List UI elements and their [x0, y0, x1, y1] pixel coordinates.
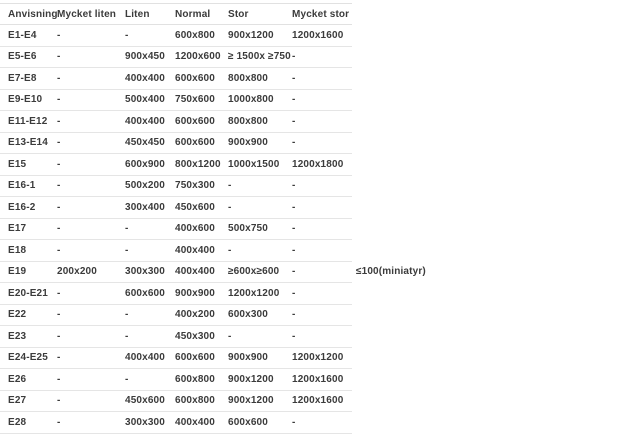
size-cell: - [57, 369, 125, 391]
sign-size-table [0, 3, 640, 434]
size-cell: 900x900 [228, 132, 292, 154]
size-cell: - [57, 218, 125, 240]
size-cell: ≥ 1500x ≥750 [228, 46, 292, 68]
size-cell: - [57, 111, 125, 133]
size-cell [352, 326, 640, 348]
size-cell: - [125, 240, 175, 262]
size-cell: 800x800 [228, 68, 292, 90]
size-cell: - [292, 412, 352, 434]
size-cell: - [292, 68, 352, 90]
size-cell: - [125, 25, 175, 47]
table-row [0, 132, 640, 154]
table-row [0, 218, 640, 240]
size-cell: 1200x1600 [292, 25, 352, 47]
size-cell [352, 132, 640, 154]
size-cell: - [57, 175, 125, 197]
size-cell: 900x900 [228, 347, 292, 369]
size-cell: 1000x1500 [228, 154, 292, 176]
size-cell: - [57, 412, 125, 434]
size-cell [352, 111, 640, 133]
size-cell [352, 197, 640, 219]
size-cell: 800x1200 [175, 154, 228, 176]
size-cell: - [292, 175, 352, 197]
table-row [0, 390, 640, 412]
size-cell [352, 68, 640, 90]
row-label: E24-E25 [0, 347, 57, 369]
size-cell: 600x600 [175, 111, 228, 133]
size-cell: 750x600 [175, 89, 228, 111]
size-cell: 450x450 [125, 132, 175, 154]
table-body [0, 25, 640, 434]
row-label: E13-E14 [0, 132, 57, 154]
size-cell [352, 369, 640, 391]
size-cell: 400x400 [175, 261, 228, 283]
size-cell: - [292, 111, 352, 133]
size-cell: 400x400 [175, 412, 228, 434]
size-cell: 300x400 [125, 197, 175, 219]
column-header-anvisning: Anvisning [0, 4, 57, 25]
row-label: E1-E4 [0, 25, 57, 47]
size-cell: 900x900 [175, 283, 228, 305]
size-cell: ≥600x≥600 [228, 261, 292, 283]
size-cell [352, 46, 640, 68]
size-cell: - [292, 218, 352, 240]
size-cell: 900x1200 [228, 369, 292, 391]
size-cell: - [228, 240, 292, 262]
size-cell: - [228, 326, 292, 348]
size-cell: - [292, 326, 352, 348]
row-label: E18 [0, 240, 57, 262]
size-cell: 600x800 [175, 390, 228, 412]
size-cell: 900x1200 [228, 25, 292, 47]
size-cell: 1200x1800 [292, 154, 352, 176]
row-label: E26 [0, 369, 57, 391]
size-cell: - [292, 132, 352, 154]
size-cell [352, 412, 640, 434]
size-cell: - [292, 261, 352, 283]
column-header-mycket-liten: Mycket liten [57, 4, 125, 25]
size-cell: - [57, 89, 125, 111]
table-row [0, 175, 640, 197]
size-cell: - [57, 390, 125, 412]
size-cell: - [125, 218, 175, 240]
size-cell: 500x750 [228, 218, 292, 240]
header-row [0, 4, 640, 25]
size-cell: 1200x1200 [228, 283, 292, 305]
size-cell: 900x1200 [228, 390, 292, 412]
row-label: E7-E8 [0, 68, 57, 90]
size-cell [352, 25, 640, 47]
size-cell: 800x800 [228, 111, 292, 133]
size-cell: - [57, 283, 125, 305]
size-cell: 450x600 [125, 390, 175, 412]
size-cell: - [57, 197, 125, 219]
size-cell [352, 175, 640, 197]
row-label: E16-1 [0, 175, 57, 197]
table-row [0, 197, 640, 219]
size-cell: - [292, 283, 352, 305]
size-cell: 600x800 [175, 369, 228, 391]
size-cell: - [57, 25, 125, 47]
row-label: E9-E10 [0, 89, 57, 111]
size-cell: - [57, 154, 125, 176]
row-label: E16-2 [0, 197, 57, 219]
size-cell: - [57, 347, 125, 369]
size-cell: 450x300 [175, 326, 228, 348]
size-cell: - [292, 197, 352, 219]
size-cell: - [125, 326, 175, 348]
size-cell: 300x300 [125, 261, 175, 283]
table-row [0, 154, 640, 176]
table-row [0, 111, 640, 133]
column-header-mycket-stor: Mycket stor [292, 4, 352, 25]
size-cell: 600x600 [228, 412, 292, 434]
size-cell: 400x400 [125, 111, 175, 133]
size-cell: 1200x1600 [292, 390, 352, 412]
table-row [0, 240, 640, 262]
table-row [0, 304, 640, 326]
table-row [0, 412, 640, 434]
size-cell: - [228, 197, 292, 219]
row-label: E27 [0, 390, 57, 412]
size-cell: - [125, 369, 175, 391]
size-cell: - [292, 240, 352, 262]
column-header-extra [352, 4, 640, 25]
row-label: E19 [0, 261, 57, 283]
size-cell: - [292, 89, 352, 111]
row-label: E23 [0, 326, 57, 348]
size-cell: 450x600 [175, 197, 228, 219]
table-header [0, 4, 640, 25]
table-row [0, 326, 640, 348]
size-cell: ≤100(miniatyr) [356, 266, 426, 278]
size-cell: 400x400 [175, 240, 228, 262]
size-cell: - [292, 304, 352, 326]
size-cell [352, 218, 640, 240]
size-cell: 500x400 [125, 89, 175, 111]
table-row [0, 25, 640, 47]
size-cell [352, 154, 640, 176]
size-cell: 1200x1600 [292, 369, 352, 391]
size-cell: 900x450 [125, 46, 175, 68]
table-row [0, 89, 640, 111]
column-header-stor: Stor [228, 4, 292, 25]
size-cell: - [57, 304, 125, 326]
size-cell: 400x400 [125, 68, 175, 90]
table-row [0, 283, 640, 305]
size-cell [352, 89, 640, 111]
row-label: E15 [0, 154, 57, 176]
size-cell: 400x200 [175, 304, 228, 326]
size-cell [352, 347, 640, 369]
row-label: E22 [0, 304, 57, 326]
size-cell: - [228, 175, 292, 197]
size-cell: 600x800 [175, 25, 228, 47]
size-cell [352, 390, 640, 412]
size-cell: 750x300 [175, 175, 228, 197]
size-cell: - [125, 304, 175, 326]
size-cell: 600x900 [125, 154, 175, 176]
table-row [0, 369, 640, 391]
size-cell: 400x600 [175, 218, 228, 240]
size-cell: 1200x1200 [292, 347, 352, 369]
size-cell [352, 304, 640, 326]
table-row [0, 347, 640, 369]
size-cell [352, 283, 640, 305]
size-cell: - [292, 46, 352, 68]
size-cell: - [57, 46, 125, 68]
size-cell: 600x600 [175, 68, 228, 90]
size-cell: - [57, 68, 125, 90]
table-row [0, 46, 640, 68]
column-header-liten: Liten [125, 4, 175, 25]
row-label: E11-E12 [0, 111, 57, 133]
row-label: E28 [0, 412, 57, 434]
size-cell: - [57, 132, 125, 154]
size-cell: 1000x800 [228, 89, 292, 111]
row-label: E20-E21 [0, 283, 57, 305]
size-cell: 1200x600 [175, 46, 228, 68]
row-label: E5-E6 [0, 46, 57, 68]
table-row [0, 68, 640, 90]
row-label: E17 [0, 218, 57, 240]
size-cell: 600x300 [228, 304, 292, 326]
column-header-normal: Normal [175, 4, 228, 25]
size-cell: 300x300 [125, 412, 175, 434]
size-cell: 500x200 [125, 175, 175, 197]
size-cell: 400x400 [125, 347, 175, 369]
table-row [0, 261, 640, 283]
size-cell: - [57, 240, 125, 262]
size-cell: - [57, 326, 125, 348]
size-cell: 600x600 [175, 347, 228, 369]
size-cell [352, 240, 640, 262]
size-cell: 600x600 [125, 283, 175, 305]
size-cell: 200x200 [57, 261, 125, 283]
size-cell: 600x600 [175, 132, 228, 154]
